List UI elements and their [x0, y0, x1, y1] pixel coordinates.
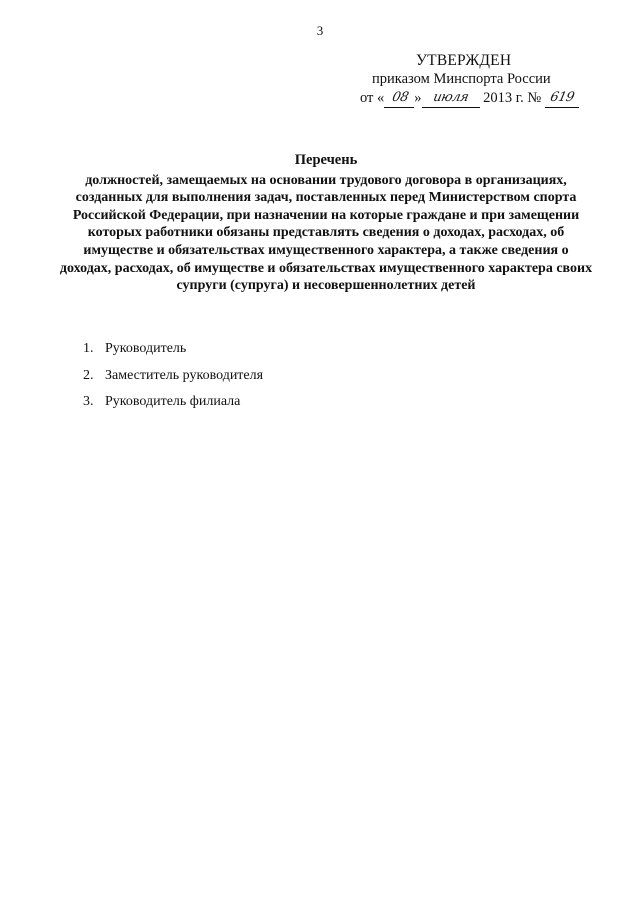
date-suffix: 2013 г. №: [479, 90, 545, 106]
date-prefix: от «: [360, 90, 385, 106]
order-date-line: [360, 89, 600, 108]
order-number-handwritten: 619: [548, 90, 576, 105]
order-number-field: [545, 92, 579, 108]
approved-label: УТВЕРЖДЕН: [416, 52, 512, 69]
date-day-handwritten: 08: [390, 90, 410, 105]
document-title-block: [56, 152, 596, 295]
list-item-label: Руководитель: [105, 341, 187, 356]
list-item: [83, 394, 263, 421]
positions-list: [83, 341, 263, 421]
order-line: приказом Минспорта России: [372, 71, 551, 87]
list-item-number: 1.: [83, 341, 94, 356]
date-month-handwritten: июля: [432, 90, 470, 105]
date-month-field: [422, 92, 480, 108]
document-heading: Перечень: [294, 152, 358, 168]
list-item-number: 3.: [83, 394, 94, 409]
list-item: [83, 341, 263, 368]
date-day-field: [384, 92, 414, 108]
page-number: 3: [316, 23, 324, 38]
list-item-number: 2.: [83, 367, 94, 383]
list-item-label: Руководитель филиала: [105, 394, 241, 409]
approval-stamp-block: [360, 51, 600, 108]
list-item: [83, 368, 263, 395]
list-item-label: Заместитель руководителя: [105, 367, 264, 383]
date-mid: »: [414, 90, 422, 106]
document-subtitle: должностей, замещаемых на основании трудового договора в организациях, созданных для выполнения задач, поставленных перед Министерством спорта Российской Федерации, при назначении на которые граждане и при замещении которых работники обязаны представлять сведения о доходах, расходах, об имуществе и обязательствах имущественного характера, а также сведения о доходах, расходах, об имуществе и обязательствах имущественного характера своих супруги (супруга) и несовершеннолетних детей: [59, 172, 593, 294]
